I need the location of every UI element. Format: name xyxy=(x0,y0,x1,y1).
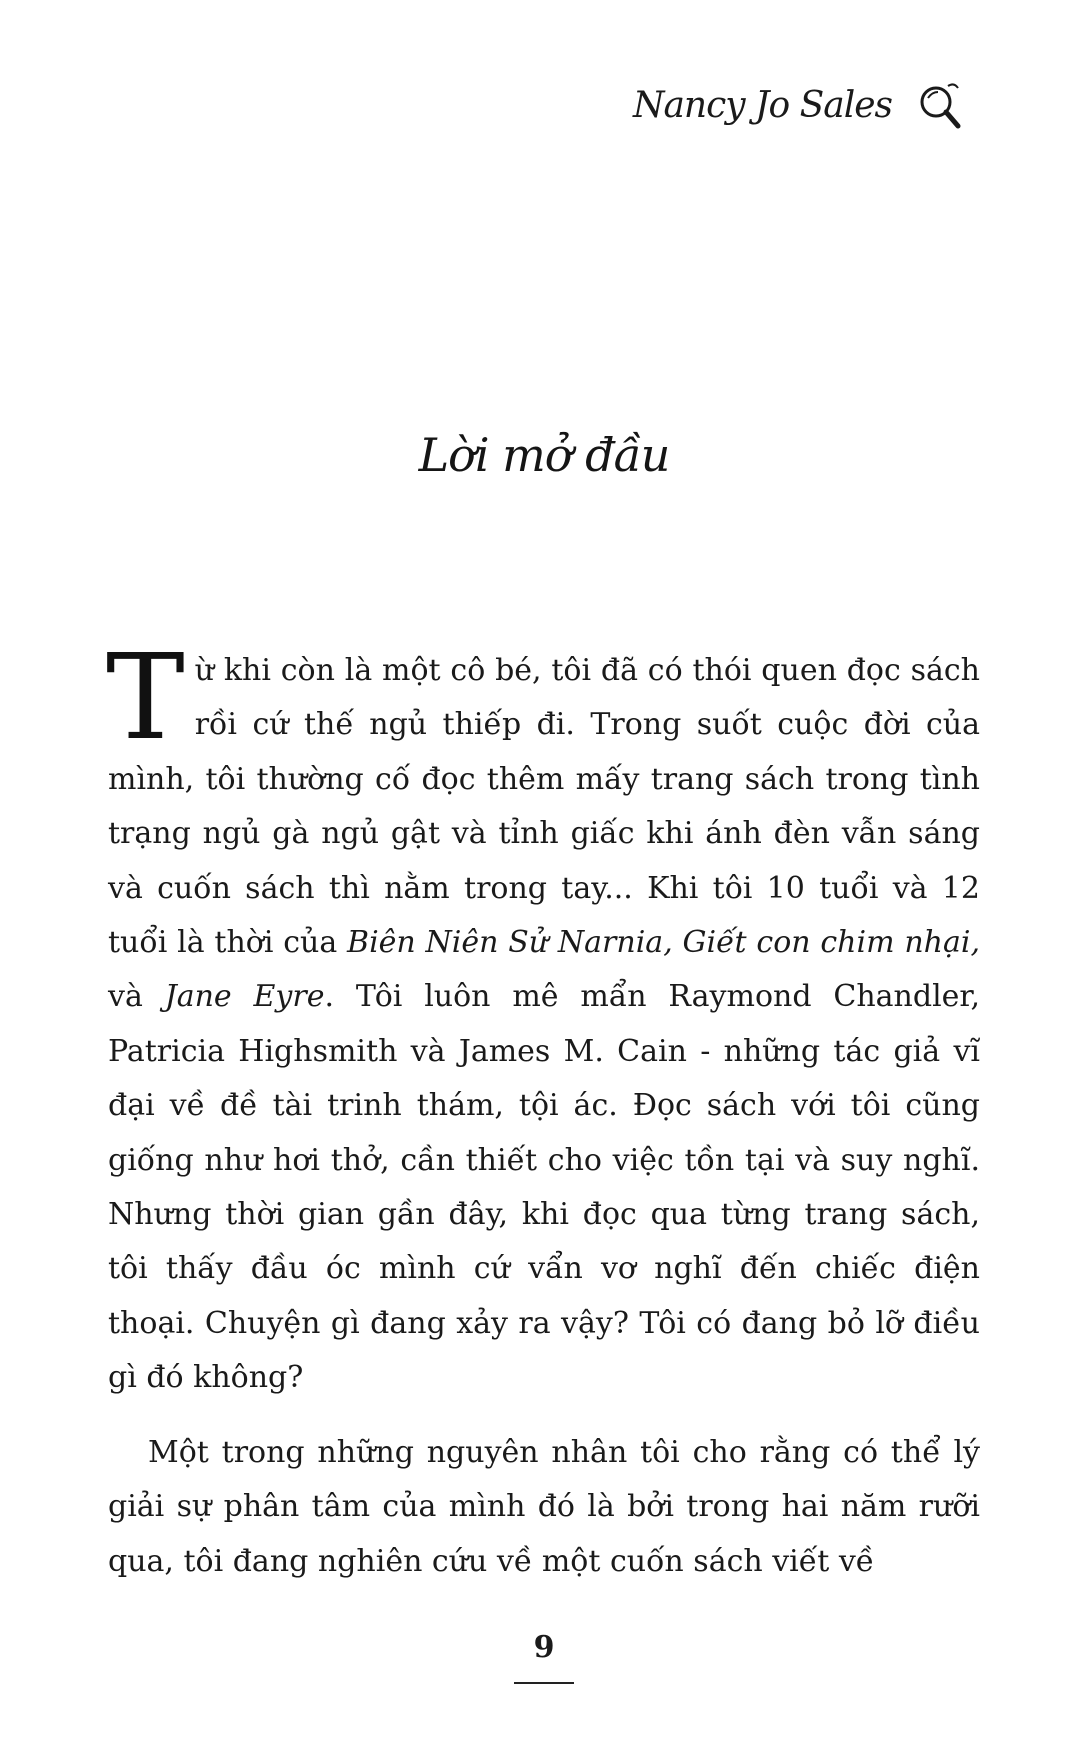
chapter-title: Lời mở đầu xyxy=(418,428,670,482)
paragraph-1-end: . Tôi luôn mê mẩn Raymond Chandler, Patricia Highsmith và James M. Cain - những tác giả vĩ đại về đề tài trinh thám, tội ác. Đọc sách với tôi cũng giống như hơi thở, cần thiết cho việc tồn tại và suy nghĩ. Nhưng thời gian gần đây, khi đọc qua từng trang sách, tôi thấy đầu óc mình cứ vẩn vơ nghĩ đến chiếc điện thoại. Chuyện gì đang xảy ra vậy? Tôi có đang bỏ lỡ điều gì đó không? xyxy=(108,979,980,1396)
page-number: 9 xyxy=(533,1630,555,1665)
magnifying-glass-icon xyxy=(914,78,968,132)
paragraph-1-text: ừ khi còn là một cô bé, tôi đã có thói quen đọc sách rồi cứ thế ngủ thiếp đi. Trong suốt cuộc đời của mình, tôi thường cố đọc thêm mấy trang sách trong tình trạng ngủ gà ngủ gật và tỉnh giấc khi ánh đèn vẫn sáng và cuốn sách thì nằm trong tay... Khi tôi 10 tuổi và 12 tuổi là thời của xyxy=(108,653,980,961)
author-name: Nancy Jo Sales xyxy=(632,84,892,126)
book-title-narnia: Biên Niên Sử Narnia, Giết con chim nhại, xyxy=(347,925,980,961)
running-head xyxy=(633,78,968,132)
paragraph-1-joiner: và xyxy=(108,979,165,1015)
paragraph-2: Một trong những nguyên nhân tôi cho rằng có thể lý giải sự phân tâm của mình đó là bởi trong hai năm rưỡi qua, tôi đang nghiên cứu về một cuốn sách viết về xyxy=(108,1434,980,1579)
body-text xyxy=(106,628,980,1589)
paragraph-1 xyxy=(106,628,980,1406)
page-number-rule xyxy=(514,1682,574,1684)
book-title-jane-eyre: Jane Eyre xyxy=(164,979,325,1015)
drop-cap: T xyxy=(106,628,185,766)
